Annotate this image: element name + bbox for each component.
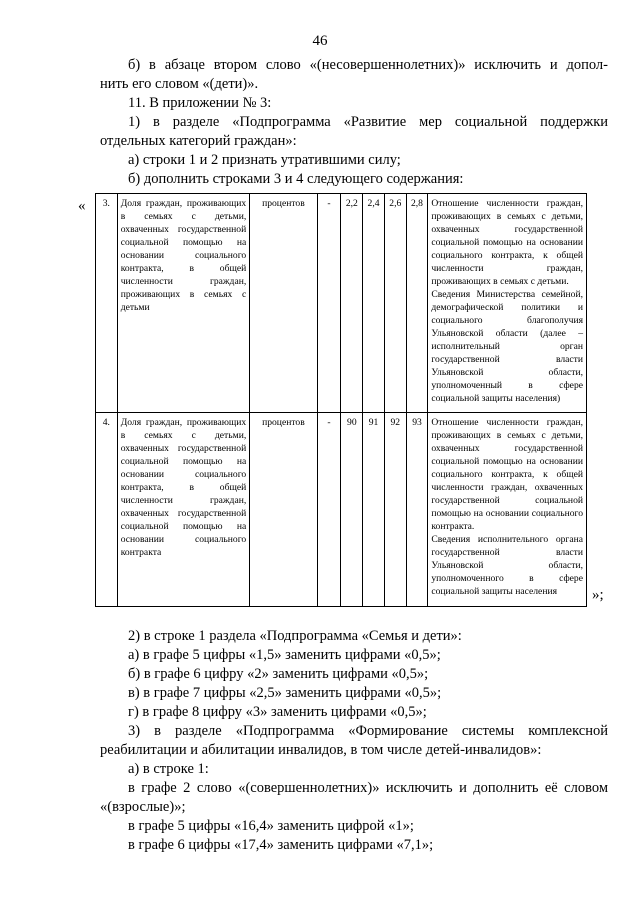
paragraph-line: 3) в разделе «Подпрограмма «Формирование системы комплексной	[128, 723, 608, 739]
value-cell: 91	[363, 413, 385, 607]
value-cell: 93	[406, 413, 428, 607]
paragraph-line: б) в графе 6 цифру «2» заменить цифрами «0,5»;	[128, 666, 429, 682]
paragraph-line: б) в абзаце втором слово «(несовершеннолетних)» исключить и допол-	[128, 57, 608, 73]
value-cell: -	[317, 194, 341, 413]
paragraph-line: а) строки 1 и 2 признать утратившими силу;	[128, 152, 401, 168]
paragraph-line: 2) в строке 1 раздела «Подпрограмма «Семья и дети»:	[128, 628, 462, 644]
paragraph-line: в графе 2 слово «(совершеннолетних)» исключить и дополнить её словом	[128, 780, 608, 796]
description-formula: Отношение численности граждан, проживающих в семьях с детьми, охваченных государственной социальной помощью на основании социального контракта, к общей численности граждан, проживающих в семьях с детьми.	[431, 198, 583, 287]
close-quote: »;	[592, 587, 604, 603]
description-source: Сведения Министерства семейной, демографической политики и социального благополучия Ульяновской области (далее – исполнительный орган государственной власти Ульяновской области, уполномоченный в сфере социальной защиты населения)	[431, 289, 583, 404]
indicator-name: Доля граждан, проживающих в семьях с детьми, охваченных государственной социальной помощью на основании социального контракта, в общей численности граждан, проживающих в семьях с детьми	[117, 194, 250, 413]
description-formula: Отношение численности граждан, проживающих в семьях с детьми, охваченных государственной социальной помощью на основании социального контракта, к общей численности граждан, охваченных государственной социальной помощью на основании социального контракта.	[431, 417, 583, 532]
open-quote: «	[78, 198, 86, 214]
row-number: 3.	[96, 194, 118, 413]
indicator-description	[428, 194, 587, 413]
paragraph-line: а) в строке 1:	[128, 761, 209, 777]
paragraph-line: нить его словом «(дети)».	[100, 76, 259, 92]
paragraph-line: в) в графе 7 цифры «2,5» заменить цифрами «0,5»;	[128, 685, 442, 701]
value-cell: -	[317, 413, 341, 607]
value-cell: 2,6	[384, 194, 406, 413]
value-cell: 2,8	[406, 194, 428, 413]
unit-cell: процентов	[250, 413, 317, 607]
paragraph-line: отдельных категорий граждан»:	[100, 133, 297, 149]
value-cell: 2,4	[363, 194, 385, 413]
paragraph-line: б) дополнить строками 3 и 4 следующего содержания:	[128, 171, 464, 187]
description-source: Сведения исполнительного органа государственной власти Ульяновской области, уполномоченного в сфере социальной защиты населения	[431, 534, 583, 597]
value-cell: 92	[384, 413, 406, 607]
paragraph-line: а) в графе 5 цифры «1,5» заменить цифрами «0,5»;	[128, 647, 441, 663]
paragraph-line: в графе 6 цифры «17,4» заменить цифрами «7,1»;	[128, 837, 434, 853]
paragraph-line: 11. В приложении № 3:	[128, 95, 272, 111]
paragraph-line: «(взрослые)»;	[100, 799, 186, 815]
paragraph-line: реабилитации и абилитации инвалидов, в том числе детей-инвалидов»:	[100, 742, 542, 758]
indicator-name: Доля граждан, проживающих в семьях с детьми, охваченных государственной социальной помощью на основании социального контракта, в общей численности граждан, охваченных государственной социальной помощью на основании социального контракта	[117, 413, 250, 607]
page-number: 46	[312, 33, 328, 49]
indicators-table	[95, 193, 587, 607]
paragraph-line: г) в графе 8 цифру «3» заменить цифрами «0,5»;	[128, 704, 427, 720]
table-row	[96, 413, 587, 607]
paragraph-line: в графе 5 цифры «16,4» заменить цифрой «1»;	[128, 818, 414, 834]
value-cell: 90	[341, 413, 363, 607]
row-number: 4.	[96, 413, 118, 607]
value-cell: 2,2	[341, 194, 363, 413]
indicator-description	[428, 413, 587, 607]
table-row	[96, 194, 587, 413]
unit-cell: процентов	[250, 194, 317, 413]
paragraph-line: 1) в разделе «Подпрограмма «Развитие мер социальной поддержки	[128, 114, 608, 130]
